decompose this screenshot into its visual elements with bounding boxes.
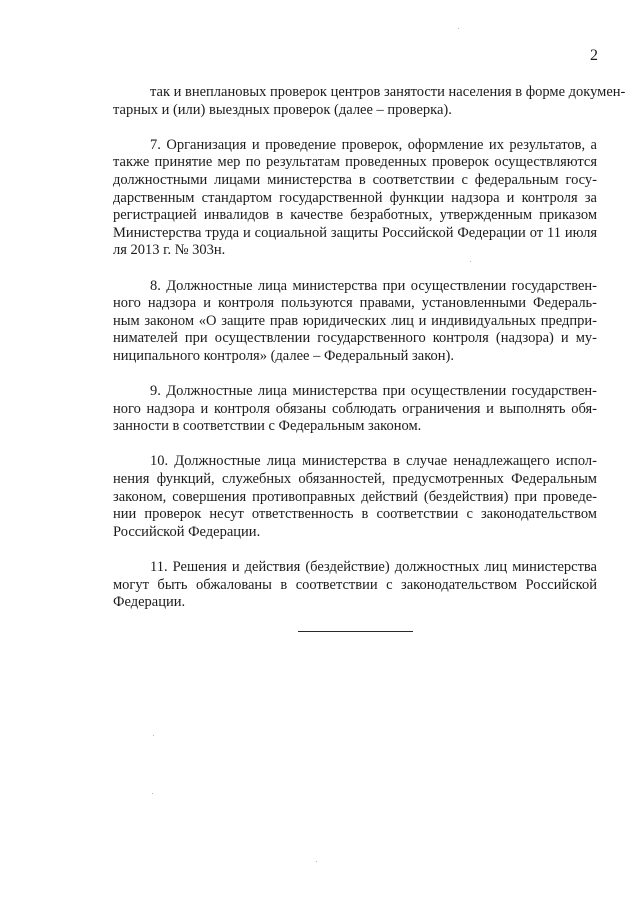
text-line: могут быть обжалованы в соответствии с законодательством Российской: [113, 576, 597, 593]
paragraph: [113, 383, 597, 436]
page-number: 2: [590, 47, 598, 64]
text-line: должностными лицами министерства в соответствии с федеральным госу-: [113, 171, 597, 188]
paragraph: [113, 84, 626, 119]
scan-speck: [470, 261, 471, 262]
text-line: Российской Федерации.: [113, 523, 261, 540]
text-line: нии проверок несут ответственность в соответствии с законодательством: [113, 506, 597, 523]
text-line: ного надзора и контроля обязаны соблюдать ограничения и выполнять обя-: [113, 400, 597, 417]
text-line: 8. Должностные лица министерства при осуществлении государствен-: [150, 277, 597, 294]
text-line: ля 2013 г. № 303н.: [113, 242, 226, 259]
text-line: занности в соответствии с Федеральным законом.: [113, 418, 422, 435]
scan-speck: [316, 861, 317, 862]
text-line: Федерации.: [113, 594, 186, 611]
scan-speck: [153, 735, 154, 736]
text-line: нения функций, служебных обязанностей, предусмотренных Федеральным: [113, 471, 597, 488]
text-line: регистрацией инвалидов в качестве безработных, утвержденным приказом: [113, 207, 597, 224]
text-line: так и внеплановых проверок центров занятости населения в форме докумен-: [150, 84, 626, 100]
text-line: тарных и (или) выездных проверок (далее – проверка).: [113, 101, 452, 118]
paragraph: [113, 137, 597, 260]
scan-speck: [458, 28, 459, 29]
text-line: дарственным стандартом государственной функции надзора и контроля за: [113, 189, 597, 206]
paragraph: [113, 559, 597, 612]
text-line: ным законом «О защите прав юридических лиц и индивидуальных предпри-: [113, 312, 597, 329]
scan-speck: [152, 793, 153, 794]
text-line: ниципального контроля» (далее – Федеральный закон).: [113, 347, 454, 364]
text-line: 9. Должностные лица министерства при осуществлении государствен-: [150, 383, 597, 400]
document-body: [113, 84, 626, 629]
paragraph: [113, 278, 597, 366]
text-line: 10. Должностные лица министерства в случае ненадлежащего испол-: [150, 453, 597, 470]
closing-rule: [298, 631, 413, 632]
text-line: 11. Решения и действия (бездействие) должностных лиц министерства: [150, 559, 597, 576]
text-line: ного надзора и контроля пользуются правами, установленными Федераль-: [113, 295, 597, 312]
text-line: законом, совершения противоправных действий (бездействия) при проведе-: [113, 488, 597, 505]
text-line: также принятие мер по результатам проведенных проверок осуществляются: [113, 154, 597, 171]
text-line: Министерства труда и социальной защиты Российской Федерации от 11 июля: [113, 224, 597, 241]
text-line: 7. Организация и проведение проверок, оформление их результатов, а: [150, 136, 597, 153]
text-line: нимателей при осуществлении государственного контроля (надзора) и му-: [113, 330, 597, 347]
paragraph: [113, 453, 597, 541]
